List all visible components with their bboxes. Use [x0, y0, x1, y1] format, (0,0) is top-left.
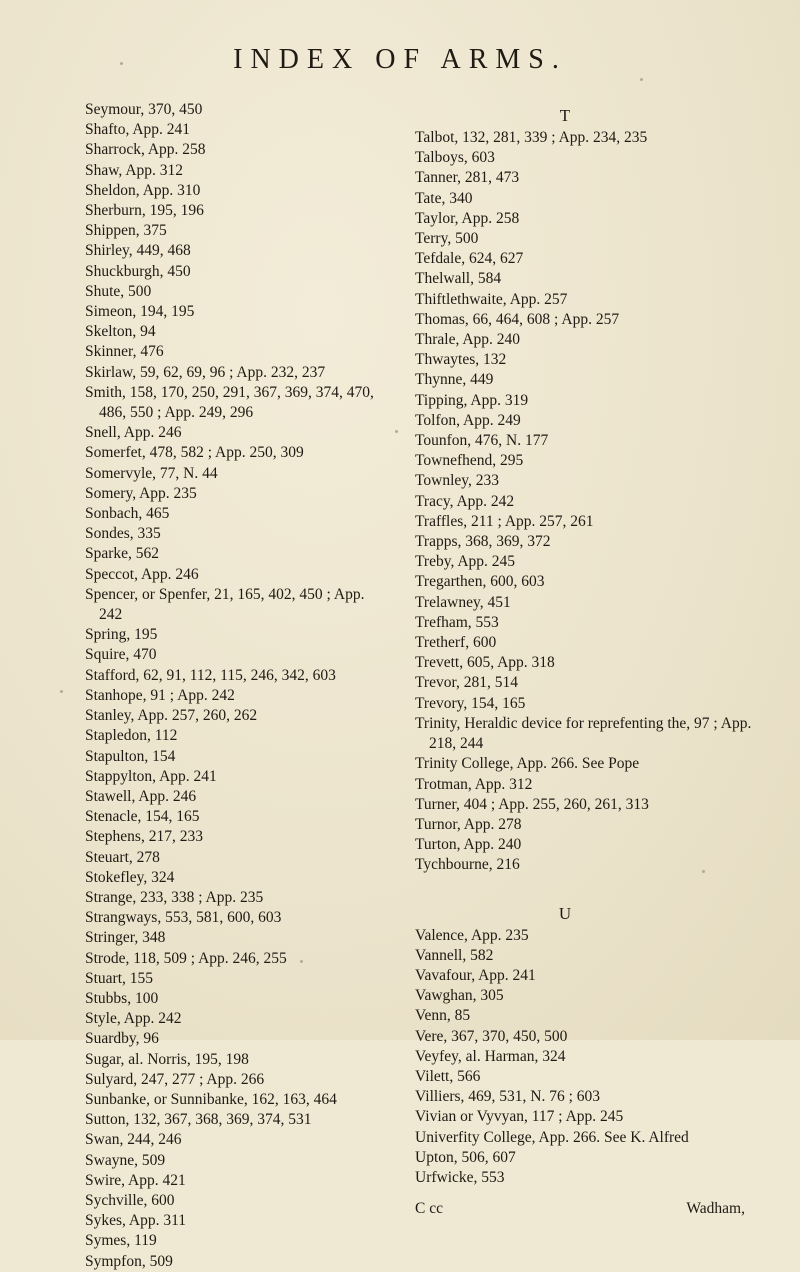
index-entry: Tanner, 281, 473	[415, 169, 520, 187]
index-entry: Skinner, 476	[85, 343, 164, 361]
index-entry: Stapledon, 112	[85, 727, 178, 745]
index-entry: Traffles, 211 ; App. 257, 261	[415, 512, 594, 530]
index-entry: Sunbanke, or Sunnibanke, 162, 163, 464	[85, 1090, 337, 1108]
index-entry: Talboys, 603	[415, 149, 495, 167]
index-entry: Univerfity College, App. 266. See K. Alfred	[415, 1128, 689, 1146]
index-entry: Sparke, 562	[85, 545, 160, 563]
paper-spot	[60, 690, 63, 693]
index-entry: Trinity College, App. 266. See Pope	[415, 755, 640, 773]
index-entry: Tefdale, 624, 627	[415, 250, 524, 268]
index-entry: Trelawney, 451	[415, 593, 511, 611]
index-entry: Trevett, 605, App. 318	[415, 654, 555, 672]
index-entry: Vere, 367, 370, 450, 500	[415, 1027, 568, 1045]
index-entry: Spencer, or Spenfer, 21, 165, 402, 450 ; App. 242	[85, 585, 365, 624]
index-entry: Vannell, 582	[415, 946, 494, 964]
index-entry: Spring, 195	[85, 626, 158, 644]
index-entry: Snell, App. 246	[85, 424, 182, 442]
paper-spot	[702, 870, 705, 873]
index-entry: Sugar, al. Norris, 195, 198	[85, 1050, 249, 1068]
u-entries	[415, 926, 780, 1189]
index-entry: Treby, App. 245	[415, 553, 516, 571]
index-entry: Shaw, App. 312	[85, 161, 184, 179]
index-entry: Style, App. 242	[85, 1010, 182, 1028]
index-entry: Trotman, App. 312	[415, 775, 533, 793]
index-entry: Sychville, 600	[85, 1191, 175, 1209]
index-entry: Symes, 119	[85, 1232, 157, 1250]
index-entry: Turnor, App. 278	[415, 815, 522, 833]
index-entry: Trefham, 553	[415, 613, 499, 631]
t-entries	[415, 128, 780, 876]
index-entry: Strode, 118, 509 ; App. 246, 255	[85, 949, 287, 967]
index-entry: Thiftlethwaite, App. 257	[415, 290, 568, 308]
signature-mark: C cc	[415, 1200, 443, 1218]
index-entry: Trinity, Heraldic device for reprefenting the, 97 ; App. 218, 244	[415, 714, 752, 753]
index-entry: Tretherf, 600	[415, 634, 497, 652]
index-entry: Sympfon, 509	[85, 1252, 173, 1270]
index-entry: Shafto, App. 241	[85, 121, 191, 139]
index-entry: Skirlaw, 59, 62, 69, 96 ; App. 232, 237	[85, 363, 326, 381]
index-entry: Trevory, 154, 165	[415, 694, 526, 712]
index-entry: Sonbach, 465	[85, 505, 170, 523]
index-entry: Sharrock, App. 258	[85, 141, 206, 159]
page-title: INDEX OF ARMS.	[233, 44, 567, 75]
index-entry: Tolfon, App. 249	[415, 411, 521, 429]
index-entry: Venn, 85	[415, 1007, 471, 1025]
index-entry: Swan, 244, 246	[85, 1131, 182, 1149]
index-entry: Shute, 500	[85, 282, 152, 300]
index-entry: Skelton, 94	[85, 323, 156, 341]
index-entry: Urfwicke, 553	[415, 1168, 505, 1186]
index-entry: Veyfey, al. Harman, 324	[415, 1047, 566, 1065]
index-entry: Stafford, 62, 91, 112, 115, 246, 342, 603	[85, 666, 336, 684]
index-entry: Trapps, 368, 369, 372	[415, 533, 551, 551]
index-entry: Thomas, 66, 464, 608 ; App. 257	[415, 310, 620, 328]
index-entry: Stringer, 348	[85, 929, 166, 947]
index-entry: Thrale, App. 240	[415, 331, 521, 349]
index-entry: Thwaytes, 132	[415, 351, 507, 369]
index-entry: Stokefley, 324	[85, 868, 175, 886]
index-entry: Terry, 500	[415, 230, 479, 248]
index-entry: Thynne, 449	[415, 371, 494, 389]
index-entry: Trevor, 281, 514	[415, 674, 519, 692]
index-entry: Tregarthen, 600, 603	[415, 573, 545, 591]
index-entry: Sheldon, App. 310	[85, 181, 201, 199]
index-entry: Strangways, 553, 581, 600, 603	[85, 909, 282, 927]
index-entry: Stanley, App. 257, 260, 262	[85, 707, 258, 725]
paper-spot	[300, 960, 303, 963]
index-entry: Swayne, 509	[85, 1151, 166, 1169]
index-entry: Simeon, 194, 195	[85, 303, 195, 321]
index-entry: Squire, 470	[85, 646, 157, 664]
index-entry: Suardby, 96	[85, 1030, 159, 1048]
index-entry: Steuart, 278	[85, 848, 160, 866]
index-entry: Taylor, App. 258	[415, 209, 520, 227]
index-entry: Strange, 233, 338 ; App. 235	[85, 888, 264, 906]
index-entry: Shirley, 449, 468	[85, 242, 191, 260]
index-entry: Stuart, 155	[85, 969, 154, 987]
index-entry: Talbot, 132, 281, 339 ; App. 234, 235	[415, 129, 648, 146]
index-entry: Stenacle, 154, 165	[85, 808, 200, 826]
index-entry: Seymour, 370, 450	[85, 101, 203, 118]
section-letter-t: T	[559, 106, 571, 125]
index-entry: Somery, App. 235	[85, 484, 197, 502]
index-entry: Vawghan, 305	[415, 987, 504, 1005]
index-entry: Tounfon, 476, N. 177	[415, 432, 549, 450]
index-entry: Stanhope, 91 ; App. 242	[85, 686, 235, 704]
left-column	[85, 100, 390, 1272]
index-entry: Townley, 233	[415, 472, 500, 490]
index-entry: Vivian or Vyvyan, 117 ; App. 245	[415, 1108, 624, 1126]
catchword: Wadham,	[686, 1200, 745, 1218]
index-entry: Turner, 404 ; App. 255, 260, 261, 313	[415, 795, 649, 813]
right-column	[415, 100, 780, 1220]
index-entry: Stephens, 217, 233	[85, 828, 203, 846]
index-entry: Thelwall, 584	[415, 270, 502, 288]
index-entry: Sykes, App. 311	[85, 1212, 187, 1230]
index-entry: Villiers, 469, 531, N. 76 ; 603	[415, 1088, 601, 1106]
index-entry: Tate, 340	[415, 189, 473, 207]
index-entry: Swire, App. 421	[85, 1171, 186, 1189]
index-entry: Sherburn, 195, 196	[85, 202, 204, 220]
index-entry: Turton, App. 240	[415, 836, 522, 854]
paper-spot	[640, 78, 643, 81]
index-entry: Shippen, 375	[85, 222, 167, 240]
index-entry: Speccot, App. 246	[85, 565, 199, 583]
paper-spot	[120, 62, 123, 65]
index-entry: Vilett, 566	[415, 1067, 481, 1085]
index-entry: Stappylton, App. 241	[85, 767, 217, 785]
index-entry: Townefhend, 295	[415, 452, 524, 470]
index-entry: Stubbs, 100	[85, 989, 159, 1007]
index-entry: Stawell, App. 246	[85, 787, 197, 805]
index-entry: Sutton, 132, 367, 368, 369, 374, 531	[85, 1111, 312, 1129]
index-entry: Tipping, App. 319	[415, 391, 529, 409]
index-entry: Somervyle, 77, N. 44	[85, 464, 218, 482]
index-entry: Tracy, App. 242	[415, 492, 515, 510]
index-entry: Shuckburgh, 450	[85, 262, 191, 280]
index-entry: Sulyard, 247, 277 ; App. 266	[85, 1070, 265, 1088]
index-entry: Smith, 158, 170, 250, 291, 367, 369, 374, 470, 486, 550 ; App. 249, 296	[85, 383, 374, 422]
page-footer	[415, 1198, 745, 1220]
index-entry: Vavafour, App. 241	[415, 966, 536, 984]
index-entry: Tychbourne, 216	[415, 856, 520, 874]
index-entry: Somerfet, 478, 582 ; App. 250, 309	[85, 444, 304, 462]
index-entry: Valence, App. 235	[415, 926, 529, 944]
section-letter-u: U	[558, 903, 572, 923]
index-entry: Upton, 506, 607	[415, 1148, 516, 1166]
index-entry: Sondes, 335	[85, 525, 161, 543]
index-entry: Stapulton, 154	[85, 747, 176, 765]
paper-spot	[395, 430, 398, 433]
